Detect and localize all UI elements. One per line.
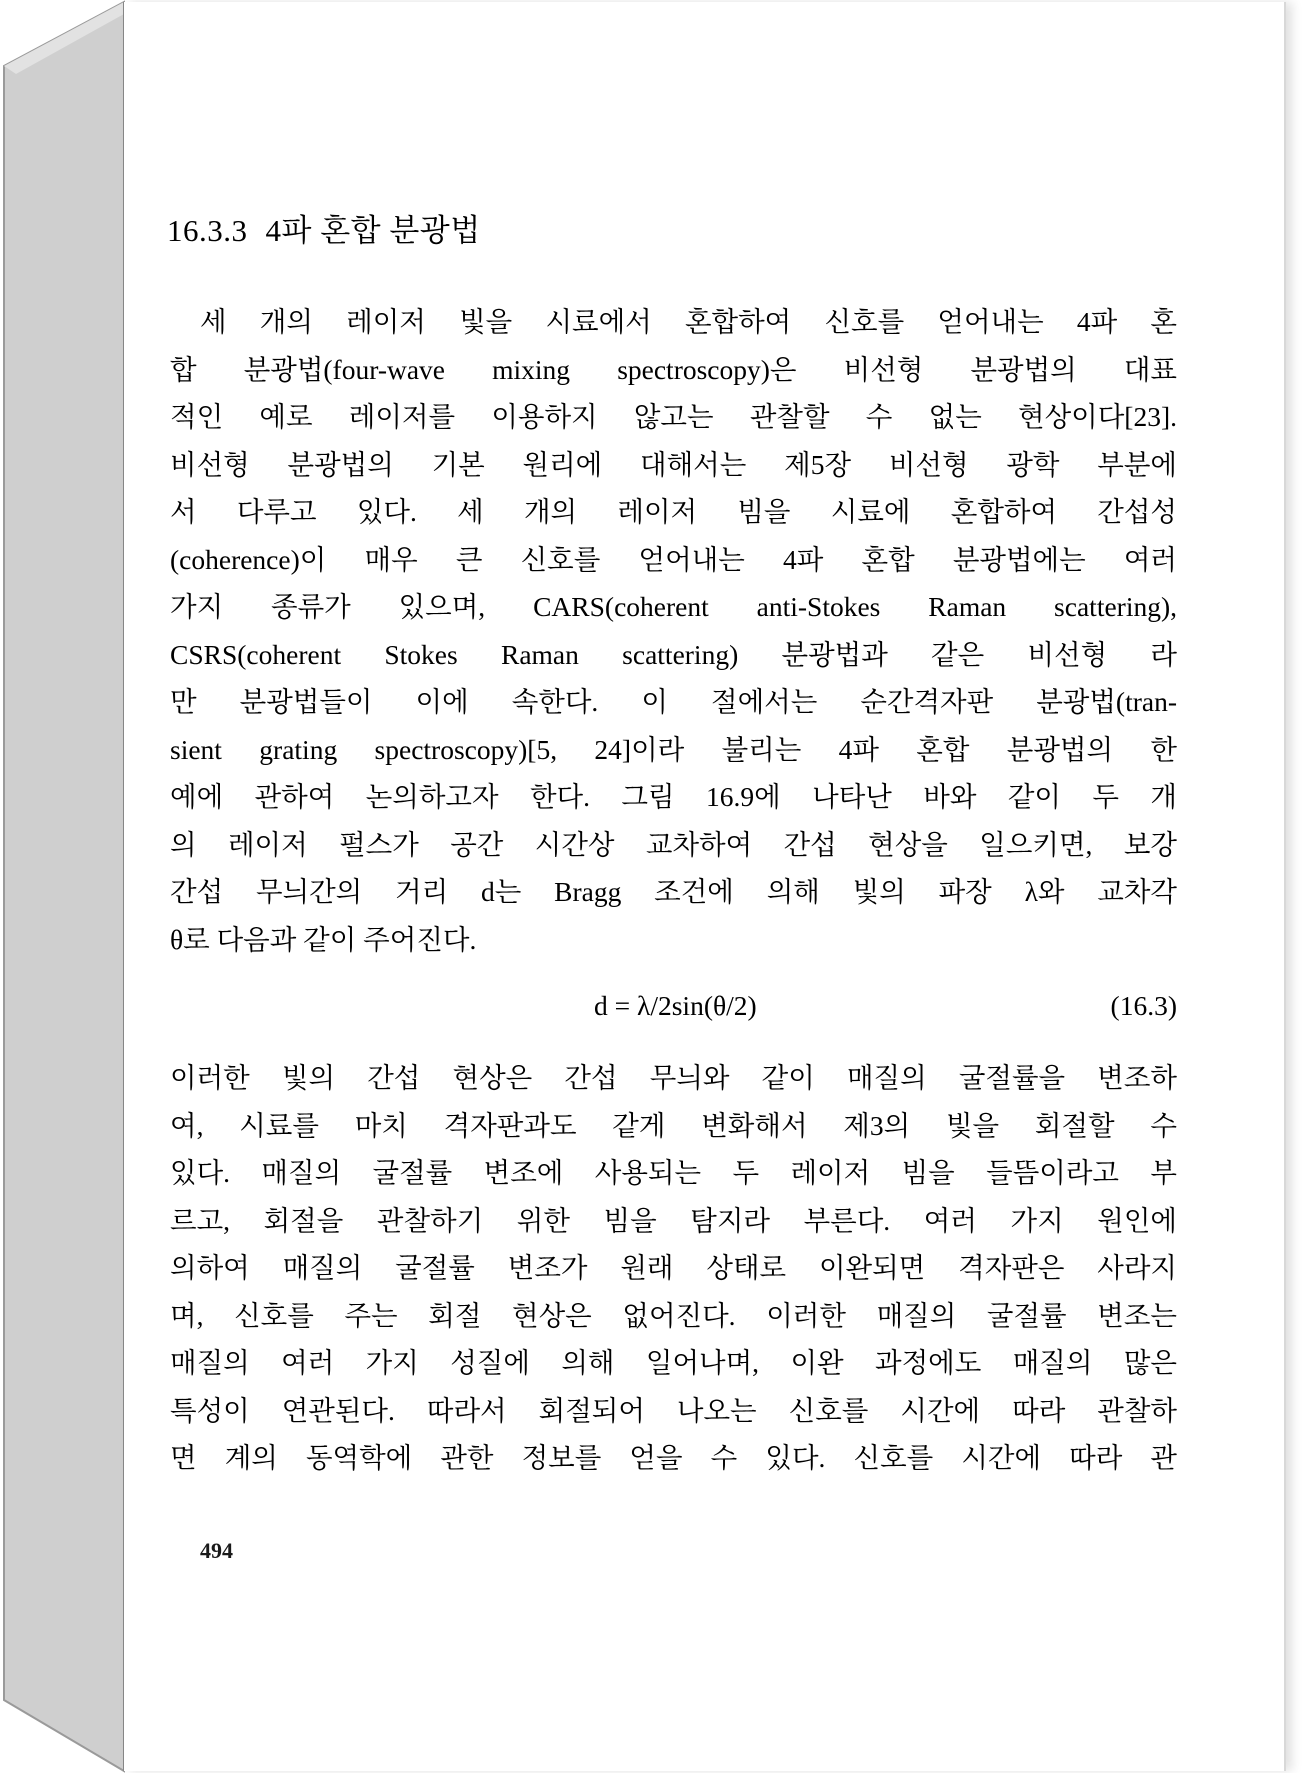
- text-line: 이러한 빛의 간섭 현상은 간섭 무늬와 같이 매질의 굴절률을 변조하: [170, 1062, 1177, 1093]
- text-line: 의 레이저 펄스가 공간 시간상 교차하여 간섭 현상을 일으키면, 보강: [170, 829, 1177, 860]
- text-line: 매질의 여러 가지 성질에 의해 일어나며, 이완 과정에도 매질의 많은: [170, 1347, 1177, 1378]
- text-line: 며, 신호를 주는 회절 현상은 없어진다. 이러한 매질의 굴절률 변조는: [170, 1300, 1177, 1331]
- text-line: 서 다루고 있다. 세 개의 레이저 빔을 시료에 혼합하여 간섭성: [170, 496, 1177, 527]
- text-line: 있다. 매질의 굴절률 변조에 사용되는 두 레이저 빔을 들뜸이라고 부: [170, 1157, 1177, 1188]
- equation-16-3: [170, 985, 1177, 1027]
- text-line: 면 계의 동역학에 관한 정보를 얻을 수 있다. 신호를 시간에 따라 관: [170, 1442, 1177, 1473]
- section-number: 16.3.3: [167, 213, 248, 248]
- text-line: 세 개의 레이저 빛을 시료에서 혼합하여 신호를 얻어내는 4파 혼: [200, 306, 1177, 337]
- text-line: sient grating spectroscopy)[5, 24]이라 불리는 4파 혼합 분광법의 한: [170, 734, 1177, 765]
- text-line: 르고, 회절을 관찰하기 위한 빔을 탐지라 부른다. 여러 가지 원인에: [170, 1205, 1177, 1236]
- section-title: 4파 혼합 분광법: [265, 213, 481, 248]
- equation-number: (16.3): [1110, 990, 1177, 1021]
- text-line: CSRS(coherent Stokes Raman scattering) 분광법과 같은 비선형 라: [170, 639, 1177, 670]
- text-line: 합 분광법(four-wave mixing spectroscopy)은 비선형 분광법의 대표: [170, 354, 1177, 385]
- page-number: 494: [200, 1538, 233, 1563]
- text-line: 특성이 연관된다. 따라서 회절되어 나오는 신호를 시간에 따라 관찰하: [170, 1395, 1177, 1426]
- text-line: 여, 시료를 마치 격자판과도 같게 변화해서 제3의 빛을 회절할 수: [170, 1110, 1177, 1141]
- text-line: 비선형 분광법의 기본 원리에 대해서는 제5장 비선형 광학 부분에: [170, 449, 1177, 480]
- text-line: θ로 다음과 같이 주어진다.: [170, 924, 477, 955]
- text-line: 가지 종류가 있으며, CARS(coherent anti-Stokes Raman scattering),: [170, 591, 1177, 622]
- text-line: (coherence)이 매우 큰 신호를 얻어내는 4파 혼합 분광법에는 여러: [170, 544, 1177, 575]
- text-line: 만 분광법들이 이에 속한다. 이 절에서는 순간격자판 분광법(tran-: [170, 686, 1177, 717]
- text-line: 의하여 매질의 굴절률 변조가 원래 상태로 이완되면 격자판은 사라지: [170, 1252, 1177, 1283]
- section-heading: [167, 205, 481, 250]
- text-line: 간섭 무늬간의 거리 d는 Bragg 조건에 의해 빛의 파장 λ와 교차각: [170, 876, 1177, 907]
- text-line: 예에 관하여 논의하고자 한다. 그림 16.9에 나타난 바와 같이 두 개: [170, 781, 1177, 812]
- equation-expression: d = λ/2sin(θ/2): [594, 990, 757, 1021]
- text-line: 적인 예로 레이저를 이용하지 않고는 관찰할 수 없는 현상이다[23].: [170, 401, 1177, 432]
